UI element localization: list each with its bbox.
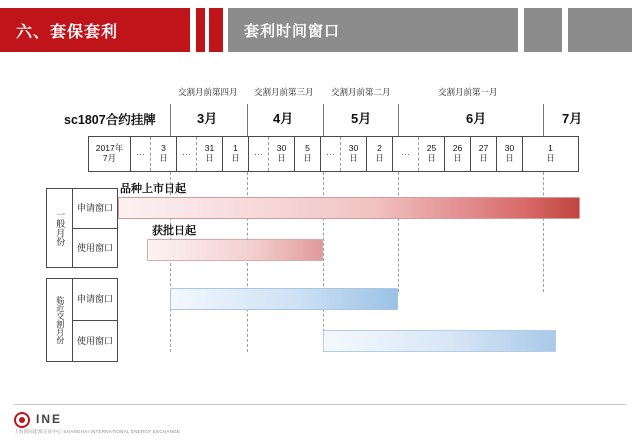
month-label-7: 7月	[562, 111, 583, 126]
guide-line-4	[398, 172, 399, 292]
ine-logo-icon	[14, 412, 30, 428]
annotation-delivery-month-minus-1: 交割月前第一月	[438, 87, 498, 97]
logo-text: INE	[36, 412, 63, 426]
slide-header	[0, 8, 640, 52]
date-cell: 2017年 7月	[89, 137, 131, 171]
date-cell: 26 日	[445, 137, 471, 171]
bar-label-listing-date: 品种上市日起	[120, 183, 186, 195]
group-normal-apply-window-label: 申请窗口	[72, 189, 117, 228]
date-cell-row	[88, 136, 579, 172]
bar-near-use-window	[323, 330, 556, 352]
timeline-chart	[0, 52, 640, 397]
header-gray-block	[228, 8, 518, 52]
group-normal-months	[46, 188, 118, 268]
bar-label-approval-date: 获批日起	[152, 225, 196, 237]
date-cell: 31 日	[197, 137, 223, 171]
group-near-use-window-label: 使用窗口	[72, 321, 117, 361]
bar-normal-apply-window	[118, 197, 580, 219]
bar-near-apply-window	[170, 288, 398, 310]
date-cell: 1 日	[546, 143, 555, 163]
header-gray-accent-2	[568, 8, 632, 52]
annotation-delivery-month-minus-3: 交割月前第三月	[254, 87, 314, 97]
date-cell-ellipsis: ···	[249, 137, 269, 171]
month-separator-2	[247, 104, 248, 136]
footer	[14, 410, 314, 442]
header-red-accent-1	[196, 8, 205, 52]
footer-divider	[14, 404, 626, 405]
date-cell: 30 日	[497, 137, 523, 171]
date-cell: 25 日	[419, 137, 445, 171]
group-near-delivery-months-label: 临近交割月份	[55, 296, 65, 344]
header-red-accent-2	[209, 8, 223, 52]
month-label-5: 5月	[351, 111, 372, 126]
month-label-6: 6月	[466, 111, 487, 126]
date-cell: 3 日	[151, 137, 177, 171]
date-cell: 2 日	[367, 137, 393, 171]
section-number-label: 六、套保套利	[16, 24, 119, 41]
contract-listing-label: sc1807合约挂牌	[64, 113, 156, 127]
group-normal-months-label: 一般月份	[55, 210, 66, 246]
month-separator-5	[543, 104, 544, 136]
month-separator-4	[398, 104, 399, 136]
month-label-3: 3月	[197, 111, 218, 126]
group-near-apply-window-label: 申请窗口	[72, 279, 117, 320]
date-cell: 5 日	[295, 137, 321, 171]
date-cell: 1 日	[223, 137, 249, 171]
header-gray-accent-1	[524, 8, 562, 52]
bar-normal-use-window	[147, 239, 323, 261]
date-cell: 30 日	[269, 137, 295, 171]
guide-line-5	[543, 172, 544, 292]
group-normal-use-window-label: 使用窗口	[72, 229, 117, 267]
date-cell-ellipsis: ···	[177, 137, 197, 171]
group-near-delivery-months	[46, 278, 118, 362]
date-cell-ellipsis: ···	[321, 137, 341, 171]
date-cell-ellipsis: ···	[393, 137, 419, 171]
month-separator-3	[323, 104, 324, 136]
date-cell-ellipsis: ···	[131, 137, 151, 171]
page-title: 套利时间窗口	[244, 23, 341, 40]
annotation-delivery-month-minus-2: 交割月前第二月	[331, 87, 391, 97]
date-cell: 27 日	[471, 137, 497, 171]
date-cell: 30 日	[341, 137, 367, 171]
header-red-block	[0, 8, 190, 52]
month-separator-1	[170, 104, 171, 136]
annotation-delivery-month-minus-4: 交割月前第四月	[178, 87, 238, 97]
month-label-4: 4月	[273, 111, 294, 126]
logo-subtitle: 上海国际能源交易中心 SHANGHAI INTERNATIONAL ENERGY EXCHANGE	[14, 429, 181, 434]
